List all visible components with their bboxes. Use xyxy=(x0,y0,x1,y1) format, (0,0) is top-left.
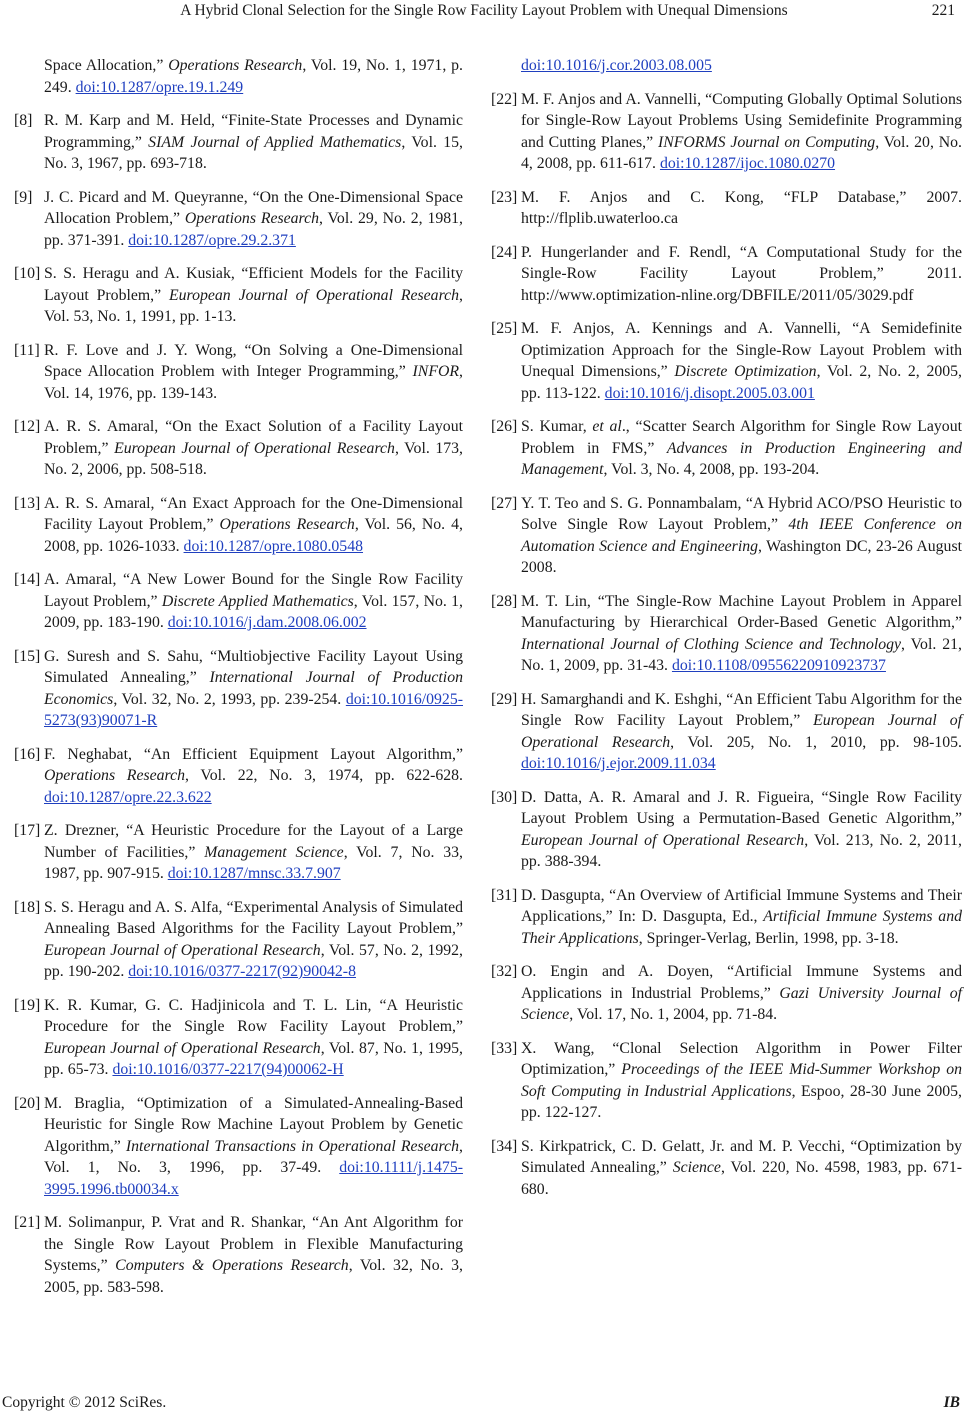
reference-entry xyxy=(491,1038,962,1124)
reference-entry xyxy=(14,263,463,328)
doi-link[interactable]: doi:10.1287/ijoc.1080.0270 xyxy=(659,155,836,172)
reference-text: , Vol. 220, No. 4598, 1983, pp. 671-680. xyxy=(521,1159,962,1198)
reference-source-title: INFOR xyxy=(412,363,460,380)
reference-number: [9] xyxy=(14,188,33,206)
reference-source-title: European Journal of Operational Research xyxy=(44,941,321,959)
reference-text: O. Engin and A. Doyen, “Artificial Immune Systems and Applications in Industrial Problems,” xyxy=(521,963,962,1002)
reference-source-title: et al xyxy=(592,418,622,435)
running-header xyxy=(0,0,968,26)
reference-number: [17] xyxy=(14,822,41,839)
reference-number: [15] xyxy=(14,647,41,665)
reference-number: [16] xyxy=(14,745,41,763)
doi-link[interactable]: doi:10.1287/opre.19.1.249 xyxy=(75,78,244,96)
reference-text: K. R. Kumar, G. C. Hadjinicola and T. L. Lin, “A Heuristic Procedure for the Single Row Facility Layout Problem,” xyxy=(44,996,463,1035)
reference-entry xyxy=(491,242,962,307)
reference-text: S. S. Heragu and A. S. Alfa, “Experimental Analysis of Simulated Annealing Based Algorithms for the Facility Layout Problem,” xyxy=(44,898,463,937)
reference-text: , Washington DC, 23-26 August 2008. xyxy=(521,537,962,576)
doi-link[interactable]: doi:10.1016/j.disopt.2005.03.001 xyxy=(604,384,815,402)
reference-text: , Vol. 205, No. 1, 2010, pp. 98-105. xyxy=(670,733,963,751)
reference-text: S. Kirkpatrick, C. D. Gelatt, Jr. and M. P. Vecchi, “Optimization by Simulated Annealing,” xyxy=(521,1137,962,1176)
reference-text: M. Solimanpur, P. Vrat and R. Shankar, “An Ant Algorithm for the Single Row Layout Problem in Flexible Manufacturing Systems,” xyxy=(44,1214,463,1274)
reference-source-title: Advances in Production Engineering and Management xyxy=(521,439,962,478)
reference-number: [11] xyxy=(14,341,40,359)
reference-text: S. S. Heragu and A. Kusiak, “Efficient Models for the Facility Layout Problem,” xyxy=(44,265,463,304)
reference-text: , Vol. 213, No. 2, 2011, pp. 388-394. xyxy=(521,831,962,870)
doi-link[interactable]: doi:10.1287/opre.1080.0548 xyxy=(183,537,364,555)
reference-text: , Vol. 2, No. 2, 2005, pp. 113-122. xyxy=(521,363,963,402)
doi-link[interactable]: doi:10.1287/opre.29.2.371 xyxy=(128,231,296,249)
reference-number: [21] xyxy=(14,1214,41,1231)
reference-text: Z. Drezner, “A Heuristic Procedure for the Layout of a Large Number of Facilities,” xyxy=(44,822,463,861)
reference-number: [25] xyxy=(491,320,518,337)
reference-text: R. M. Karp and M. Held, “Finite-State Processes and Dynamic Programming,” xyxy=(44,112,463,151)
reference-entry xyxy=(14,1093,463,1201)
reference-source-title: Discrete Optimization xyxy=(674,363,817,380)
reference-source-title: Science xyxy=(672,1159,721,1176)
reference-number: [18] xyxy=(14,898,41,916)
reference-text: M. F. Anjos and A. Vannelli, “Computing Globally Optimal Solutions for Single-Row Layout Problems Using Semidefinite Programming and Cutting Planes,” xyxy=(521,90,962,151)
reference-entry xyxy=(14,995,463,1081)
reference-source-title: Operations Research xyxy=(44,767,185,784)
doi-link[interactable]: doi:10.1016/0377-2217(94)00062-H xyxy=(112,1061,344,1078)
reference-entry xyxy=(14,187,463,252)
reference-text: G. Suresh and S. Sahu, “Multiobjective Facility Layout Using Simulated Annealing,” xyxy=(44,647,463,686)
reference-text: , Springer-Verlag, Berlin, 1998, pp. 3-18. xyxy=(638,929,899,947)
reference-text: S. Kumar, xyxy=(521,418,593,435)
reference-number: [29] xyxy=(491,690,518,708)
reference-text: D. Dasgupta, “An Overview of Artificial Immune Systems and Their Applications,” In: D. Dasgupta, Ed., xyxy=(521,886,962,925)
reference-text: , Vol. 15, No. 3, 1967, pp. 693-718. xyxy=(44,133,463,172)
reference-text: , Vol. 17, No. 1, 2004, pp. 71-84. xyxy=(569,1006,778,1023)
reference-source-title: Operations Research xyxy=(168,57,303,74)
reference-text: , Vol. 29, No. 2, 1981, pp. 371-391. xyxy=(44,210,463,249)
doi-link[interactable]: doi:10.1111/j.1475-3995.1996.tb00034.x xyxy=(44,1159,463,1198)
reference-number: [22] xyxy=(491,90,518,108)
reference-source-title: Computers & Operations Research xyxy=(115,1257,349,1274)
reference-text: , Vol. 19, No. 1, 1971, p. 249. xyxy=(44,57,463,96)
reference-text: , Vol. 32, No. 3, 2005, pp. 583-598. xyxy=(44,1257,463,1296)
reference-source-title: Operations Research xyxy=(219,516,355,533)
reference-source-title: Discrete Applied Mathematics xyxy=(161,592,354,610)
reference-entry xyxy=(14,110,463,175)
reference-entry xyxy=(14,820,463,885)
reference-entry xyxy=(14,1212,463,1298)
reference-text: , Espoo, 28-30 June 2005, pp. 122-127. xyxy=(521,1082,962,1121)
doi-link[interactable]: doi:10.1016/j.cor.2003.08.005 xyxy=(521,57,712,74)
reference-source-title: European Journal of Operational Research xyxy=(521,831,805,849)
reference-text: , Vol. 7, No. 33, 1987, pp. 907-915. xyxy=(44,843,463,882)
reference-source-title: Proceedings of the IEEE Mid-Summer Workshop on Soft Computing in Industrial Applications xyxy=(521,1061,962,1100)
reference-number: [12] xyxy=(14,418,41,435)
reference-source-title: European Journal of Operational Research xyxy=(168,286,460,304)
page-footer xyxy=(0,1394,968,1416)
reference-text: M. T. Lin, “The Single-Row Machine Layout Problem in Apparel Manufacturing by Hierarchical Order-Based Genetic Algorithm,” xyxy=(521,592,962,631)
reference-text: , Vol. 53, No. 1, 1991, pp. 1-13. xyxy=(44,286,463,325)
reference-text: Space Allocation,” xyxy=(44,57,169,74)
reference-source-title: Gazi University Journal of Science xyxy=(521,984,962,1023)
reference-number: [14] xyxy=(14,571,41,588)
reference-number: [10] xyxy=(14,265,41,282)
reference-source-title: European Journal of Operational Research xyxy=(521,712,962,751)
reference-text: ., “Scatter Search Algorithm for Single Row Layout Problem in FMS,” xyxy=(521,418,962,457)
reference-source-title: European Journal of Operational Research xyxy=(114,439,395,457)
reference-entry xyxy=(491,493,962,579)
reference-text: , Vol. 56, No. 4, 2008, pp. 1026-1033. xyxy=(44,516,463,555)
doi-link[interactable]: doi:10.1016/j.dam.2008.06.002 xyxy=(167,614,367,631)
doi-link[interactable]: doi:10.1016/0925-5273(93)90071-R xyxy=(44,690,463,729)
reference-text: , Vol. 32, No. 2, 1993, pp. 239-254. xyxy=(113,690,346,708)
reference-entry xyxy=(491,885,962,950)
reference-text: P. Hungerlander and F. Rendl, “A Computational Study for the Single-Row Facility Layout Problem,” 2011. http://www.optimization-nline.org/DBFILE/2011/05/3029.pdf xyxy=(521,243,962,304)
reference-source-title: International Transactions in Operational Research xyxy=(125,1137,460,1155)
reference-entry xyxy=(14,493,463,558)
reference-text: , Vol. 3, No. 4, 2008, pp. 193-204. xyxy=(603,461,820,478)
reference-source-title: European Journal of Operational Research xyxy=(44,1039,321,1057)
reference-source-title: 4th IEEE Conference on Automation Science and Engineering xyxy=(521,516,962,555)
reference-text: F. Neghabat, “An Efficient Equipment Layout Algorithm,” xyxy=(44,745,463,763)
reference-entry xyxy=(491,187,962,230)
reference-entry xyxy=(491,961,962,1026)
reference-text: H. Samarghandi and K. Eshghi, “An Efficient Tabu Algorithm for the Single Row Facility Layout Problem,” xyxy=(521,690,962,729)
reference-source-title: INFORMS Journal on Computing xyxy=(657,133,876,151)
reference-number: [32] xyxy=(491,963,518,980)
reference-number: [13] xyxy=(14,494,41,512)
reference-number: [26] xyxy=(491,418,518,435)
reference-source-title: Management Science xyxy=(204,843,344,861)
reference-source-title: Operations Research xyxy=(184,210,320,227)
page-number: 221 xyxy=(931,2,955,19)
reference-entry xyxy=(521,55,962,77)
reference-number: [19] xyxy=(14,996,41,1014)
journal-abbreviation: IB xyxy=(943,1394,960,1411)
reference-entry xyxy=(491,416,962,481)
reference-number: [33] xyxy=(491,1039,518,1057)
reference-source-title: International Journal of Production Economics xyxy=(44,669,463,708)
reference-number: [20] xyxy=(14,1094,41,1112)
copyright-notice: Copyright © 2012 SciRes. xyxy=(2,1394,167,1411)
reference-entry xyxy=(491,689,963,775)
reference-entry xyxy=(14,744,464,809)
reference-entry xyxy=(14,897,463,983)
reference-text: M. F. Anjos and C. Kong, “FLP Database,” 2007. http://flplib.uwaterloo.ca xyxy=(521,188,962,227)
reference-text: , Vol. 1, No. 3, 1996, pp. 37-49. xyxy=(44,1137,463,1176)
reference-number: [27] xyxy=(491,494,518,512)
doi-link[interactable]: doi:10.1287/mnsc.33.7.907 xyxy=(167,865,341,882)
reference-entry xyxy=(44,55,463,98)
reference-text: , Vol. 87, No. 1, 1995, pp. 65-73. xyxy=(44,1039,463,1078)
references-right-column xyxy=(491,55,963,1212)
reference-entry xyxy=(14,416,463,481)
reference-text: A. R. S. Amaral, “An Exact Approach for the One-Dimensional Facility Layout Problem,” xyxy=(44,494,463,533)
reference-entry xyxy=(14,569,463,634)
reference-entry xyxy=(491,318,963,404)
reference-text: , Vol. 21, No. 1, 2009, pp. 31-43. xyxy=(521,635,962,674)
doi-link[interactable]: doi:10.1016/j.ejor.2009.11.034 xyxy=(521,755,716,772)
reference-text: , Vol. 14, 1976, pp. 139-143. xyxy=(44,363,463,402)
reference-entry xyxy=(491,591,962,677)
reference-number: [31] xyxy=(491,886,518,904)
reference-number: [30] xyxy=(491,788,518,806)
reference-text: A. R. S. Amaral, “On the Exact Solution of a Facility Layout Problem,” xyxy=(44,418,463,457)
reference-number: [34] xyxy=(491,1137,518,1155)
doi-link[interactable]: doi:10.1016/0377-2217(92)90042-8 xyxy=(128,963,356,980)
reference-text: A. Amaral, “A New Lower Bound for the Single Row Facility Layout Problem,” xyxy=(44,571,463,610)
reference-entry xyxy=(491,787,962,873)
reference-source-title: International Journal of Clothing Science and Technology xyxy=(521,635,902,653)
references-left-column xyxy=(14,55,464,1310)
reference-text: , Vol. 57, No. 2, 1992, pp. 190-202. xyxy=(44,941,463,980)
reference-entry xyxy=(14,340,463,405)
reference-text: D. Datta, A. R. Amaral and J. R. Figueira, “Single Row Facility Layout Problem Using a Permutation-Based Genetic Algorithm,” xyxy=(521,788,962,827)
doi-link[interactable]: doi:10.1287/opre.22.3.622 xyxy=(44,788,212,806)
reference-source-title: Artificial Immune Systems and Their Applications xyxy=(521,908,962,947)
reference-text: M. F. Anjos, A. Kennings and A. Vannelli, “A Semidefinite Optimization Approach for the Single-Row Layout Problem with Unequal Dimensions,” xyxy=(521,320,962,380)
reference-text: J. C. Picard and M. Queyranne, “On the One-Dimensional Space Allocation Problem,” xyxy=(44,188,463,227)
reference-source-title: SIAM Journal of Applied Mathematics xyxy=(148,133,402,151)
reference-text: , Vol. 22, No. 3, 1974, pp. 622-628. xyxy=(185,767,464,784)
reference-text: Y. T. Teo and S. G. Ponnambalam, “A Hybrid ACO/PSO Heuristic to Solve Single Row Layout Problem,” xyxy=(521,494,962,533)
reference-number: [8] xyxy=(14,112,33,129)
reference-text: M. Braglia, “Optimization of a Simulated-Annealing-Based Heuristic for Single Row Machine Layout Problem by Genetic Algorithm,” xyxy=(44,1094,463,1155)
reference-text: , Vol. 157, No. 1, 2009, pp. 183-190. xyxy=(44,592,463,631)
running-title: A Hybrid Clonal Selection for the Single Row Facility Layout Problem with Unequal Dimensions xyxy=(180,2,788,19)
reference-number: [28] xyxy=(491,592,518,610)
reference-text: X. Wang, “Clonal Selection Algorithm in Power Filter Optimization,” xyxy=(521,1039,962,1078)
reference-entry xyxy=(491,89,963,175)
doi-link[interactable]: doi:10.1108/09556220910923737 xyxy=(671,657,886,674)
reference-text: R. F. Love and J. Y. Wong, “On Solving a One-Dimensional Space Allocation Problem with Integer Programming,” xyxy=(44,341,463,380)
reference-text: , Vol. 173, No. 2, 2006, pp. 508-518. xyxy=(44,439,463,478)
reference-number: [24] xyxy=(491,243,518,261)
reference-entry xyxy=(491,1136,962,1201)
reference-entry xyxy=(14,646,463,732)
reference-text: , Vol. 20, No. 4, 2008, pp. 611-617. xyxy=(521,133,963,172)
reference-number: [23] xyxy=(491,188,518,206)
